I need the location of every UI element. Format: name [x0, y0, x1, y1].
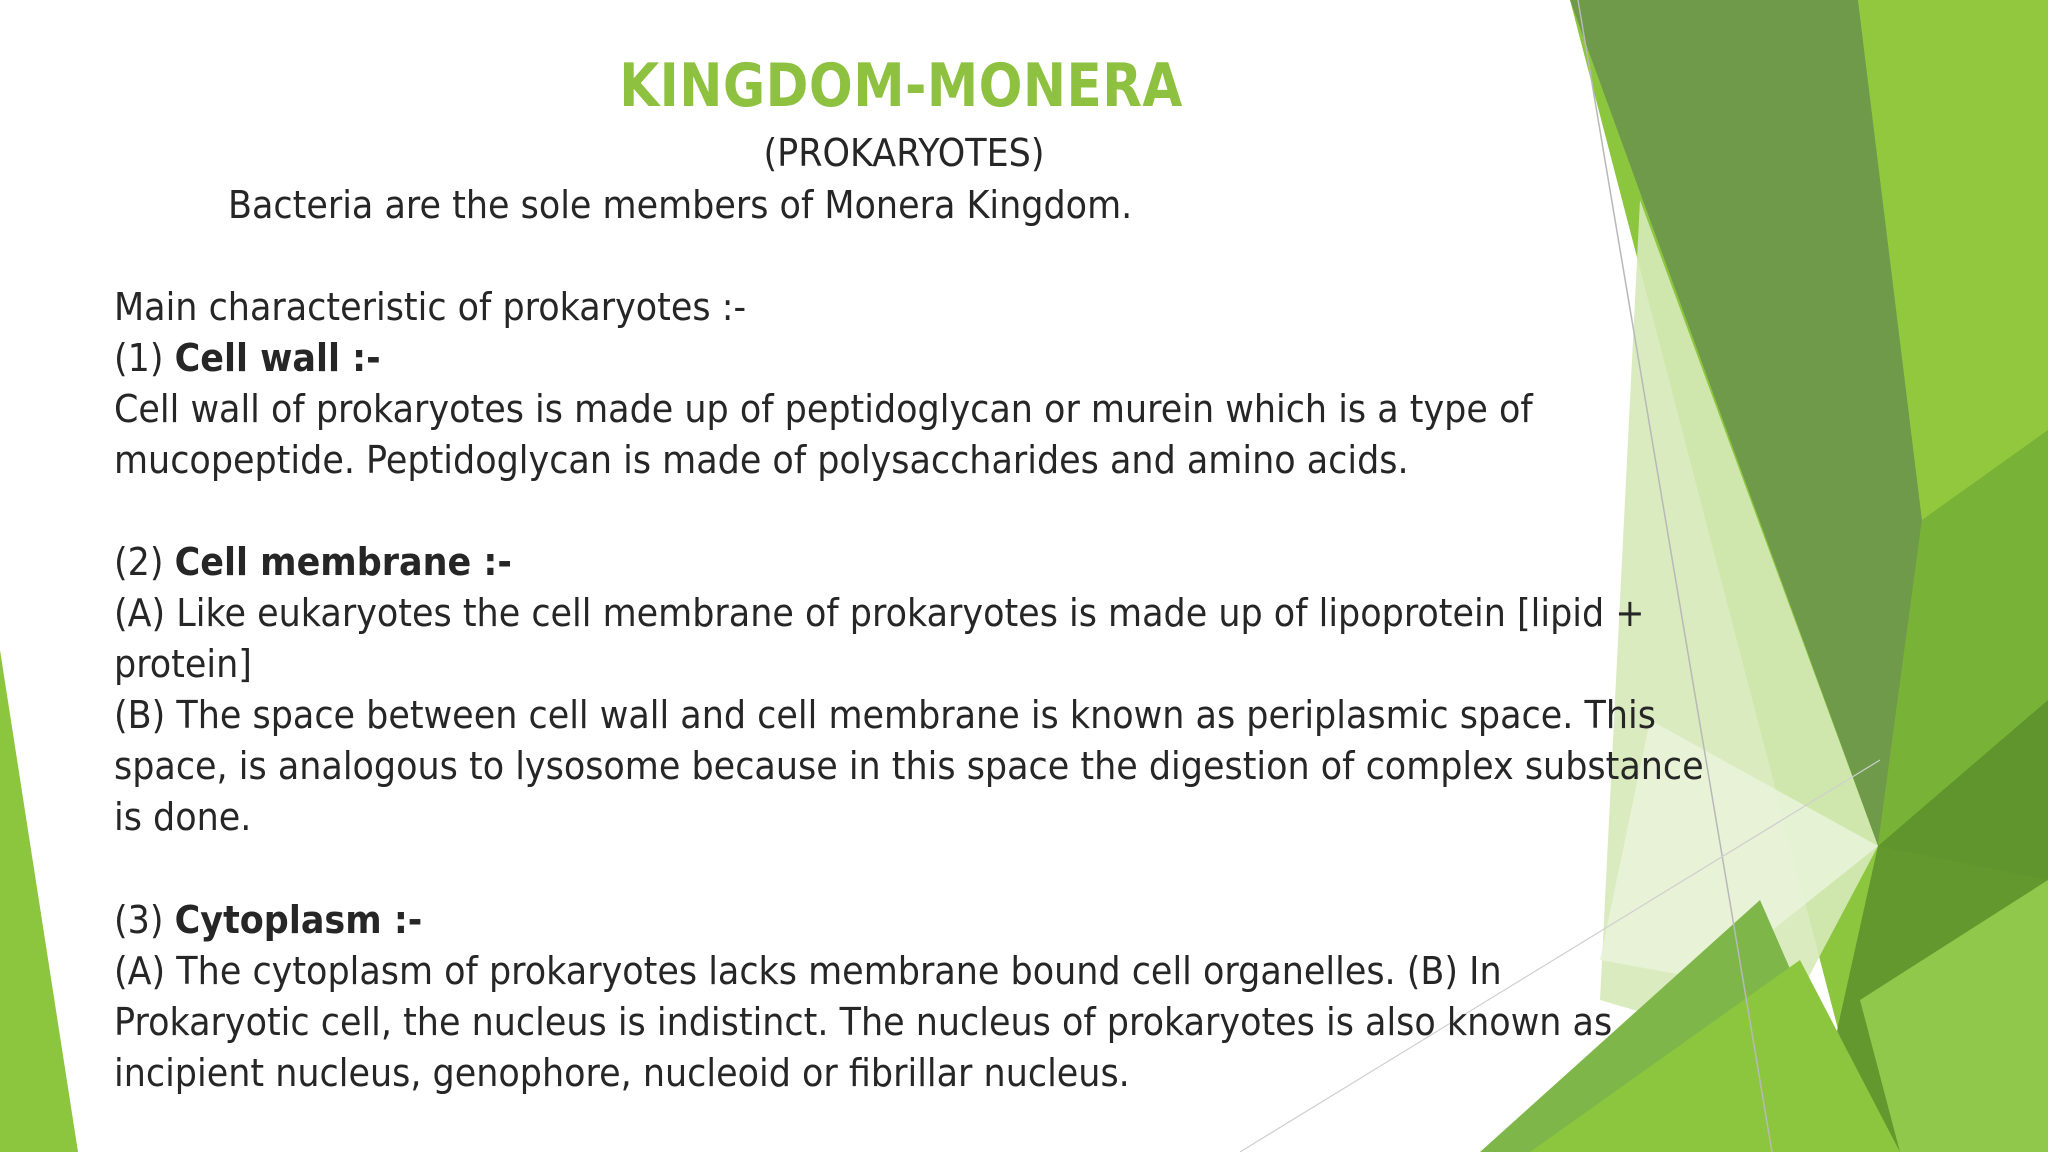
section-cell-membrane-heading [114, 537, 512, 588]
paragraph-line: (A) Like eukaryotes the cell membrane of prokaryotes is made up of lipoprotein [lipid + [114, 591, 1645, 635]
intro-text: Bacteria are the sole members of Monera Kingdom. [228, 183, 1133, 227]
section-name: Cytoplasm :- [174, 898, 423, 942]
paragraph-line: incipient nucleus, genophore, nucleoid or fibrillar nucleus. [114, 1051, 1130, 1095]
main-heading: Main characteristic of prokaryotes :- [114, 285, 747, 329]
section-number: (1) [114, 336, 175, 380]
paragraph-line: Cell wall of prokaryotes is made up of peptidoglycan or murein which is a type of [114, 387, 1533, 431]
paragraph-line: (B) The space between cell wall and cell membrane is known as periplasmic space. This [114, 693, 1656, 737]
slide-subtitle: (PROKARYOTES) [763, 131, 1045, 175]
section-number: (3) [114, 898, 175, 942]
paragraph-line: space, is analogous to lysosome because in this space the digestion of complex substance [114, 744, 1704, 788]
section-cytoplasm-heading [114, 895, 422, 946]
section-cell-wall-heading [114, 333, 381, 384]
paragraph-line: Prokaryotic cell, the nucleus is indistinct. The nucleus of prokaryotes is also known as [114, 1000, 1613, 1044]
paragraph-line: mucopeptide. Peptidoglycan is made of polysaccharides and amino acids. [114, 438, 1409, 482]
paragraph-line: (A) The cytoplasm of prokaryotes lacks membrane bound cell organelles. (B) In [114, 949, 1502, 993]
section-name: Cell wall :- [174, 336, 381, 380]
paragraph-line: is done. [114, 795, 252, 839]
section-number: (2) [114, 540, 175, 584]
slide-title: KINGDOM-MONERA [619, 51, 1183, 121]
section-name: Cell membrane :- [174, 540, 512, 584]
paragraph-line: protein] [114, 642, 252, 686]
